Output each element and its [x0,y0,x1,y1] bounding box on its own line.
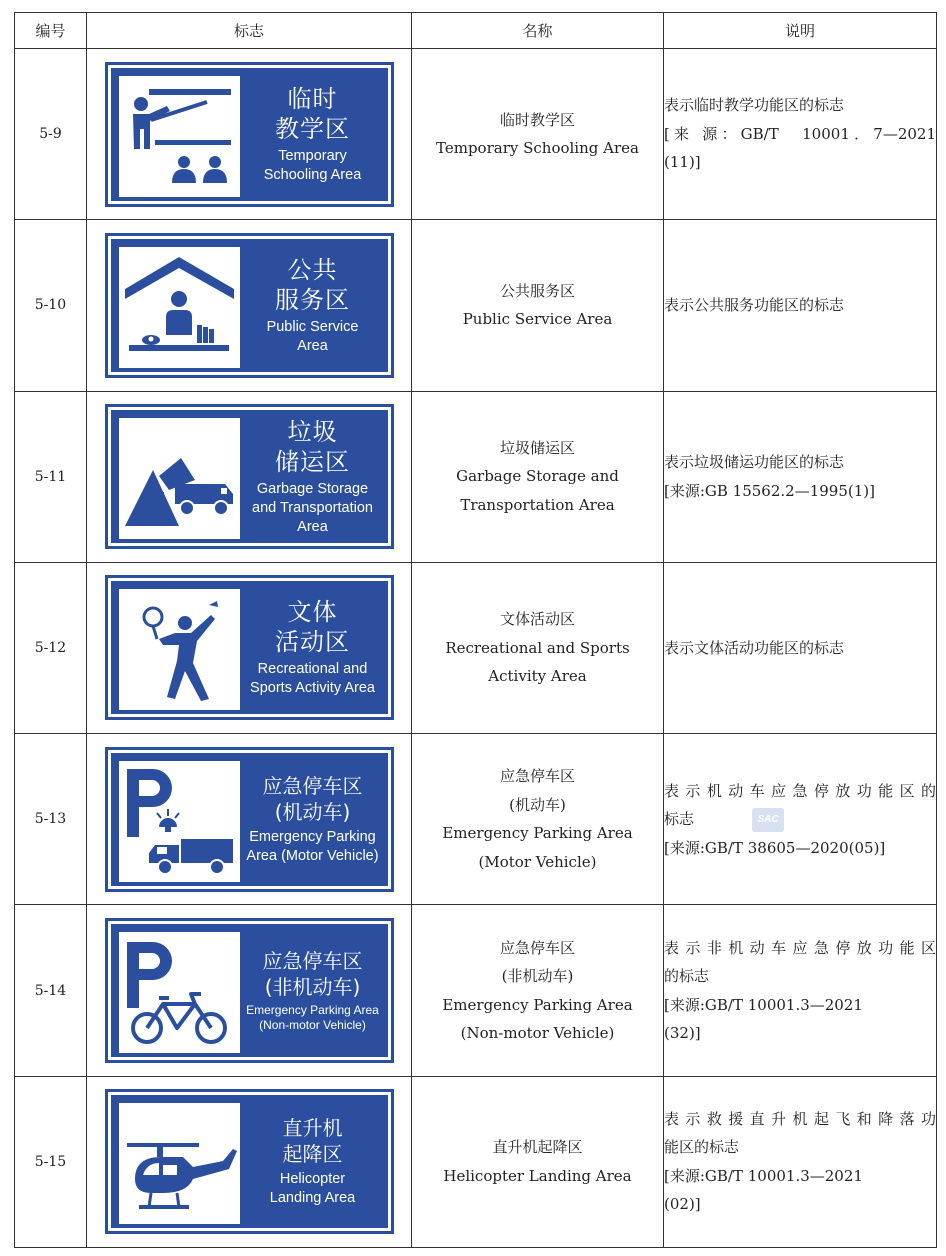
name-line: 直升机起降区 [492,1138,583,1157]
sign-english-line: and Transportation [252,499,373,516]
sign-cell [87,905,412,1076]
desc-line: [来源:GB 15562.2—1995(1)] [664,481,875,500]
table-row [15,49,937,220]
sign-title-line: 直升机 [282,1116,343,1141]
sign-english [270,1170,355,1208]
sign-cell [87,220,412,391]
desc-line: 表示救援直升机起飞和降落功 [664,1109,936,1128]
garbage-truck-icon [119,418,240,539]
badminton-player-icon [119,589,240,710]
table-row [15,562,937,733]
row-number: 5-12 [15,562,87,733]
row-number: 5-13 [15,734,87,905]
sign-title-line: 教学区 [275,114,350,143]
sign-english-line: Landing Area [269,1190,356,1207]
desc-line: 的标志 [664,967,710,986]
row-number: 5-9 [15,49,87,220]
desc-line: 表示非机动车应急停放功能区 [664,938,936,957]
name-cell [412,734,664,905]
sign-english-line: Area [297,518,328,535]
name-line: Activity Area [488,667,587,686]
name-cell [412,220,664,391]
header-desc: 说明 [664,13,937,49]
desc-line: 表示公共服务功能区的标志 [664,296,845,315]
name-line: (Motor Vehicle) [478,852,597,871]
sign-english-line: (Non-motor Vehicle) [259,1018,366,1033]
name-cell [412,1076,664,1247]
desc-line: 表示垃圾储运功能区的标志 [664,453,845,472]
row-number: 5-14 [15,905,87,1076]
name-line: Public Service Area [462,310,613,329]
desc-line: 标志 [664,810,695,829]
sign-plate [106,576,393,719]
desc-cell [664,734,937,905]
desc-cell [664,905,937,1076]
sign-title-line: 储运区 [275,447,350,476]
desc-cell [664,220,937,391]
desc-cell [664,1076,937,1247]
sign-english [252,480,373,537]
sign-title-line: 文体 [287,598,338,627]
desc-line: 能区的标志 [664,1138,740,1157]
name-line: Recreational and Sports [445,638,630,657]
sign-title-line: 起降区 [282,1142,343,1167]
sign-english [246,1003,379,1033]
sign-title-line: 公共 [287,255,338,284]
name-line: (机动车) [509,795,566,814]
sign-cell [87,1076,412,1247]
name-cell [412,562,664,733]
name-line: Emergency Parking Area [442,824,633,843]
table-row [15,1076,937,1247]
parking-bicycle-icon [119,932,240,1053]
sign-title-line: 临时 [287,84,338,113]
parking-truck-icon [119,761,240,882]
sign-english-line: Emergency Parking [249,828,376,845]
sign-title-line: (机动车) [274,799,351,824]
desc-cell [664,49,937,220]
desc-line: (32)] [664,1024,701,1043]
name-cell [412,49,664,220]
header-sign: 标志 [87,13,412,49]
sign-plate [106,234,393,377]
name-line: 应急停车区 [499,767,575,786]
sign-english-line: Helicopter [279,1171,346,1188]
row-number: 5-10 [15,220,87,391]
name-cell [412,391,664,562]
sign-text [241,931,385,1050]
sign-plate [106,405,393,548]
desc-line: 表示文体活动功能区的标志 [664,638,845,657]
desc-line: [来源:GB/T 38605—2020(05)] [664,838,886,857]
sign-title-line: 应急停车区 [262,949,363,974]
sign-plate [106,748,393,891]
sign-english [246,828,378,866]
name-cell [412,905,664,1076]
desc-line: [来源:GB/T 10001.3—2021 [664,995,863,1014]
row-number: 5-11 [15,391,87,562]
sign-table [14,12,937,1248]
sign-english-line: Public Service [266,318,359,335]
sign-title-line: 服务区 [275,285,350,314]
sign-english-line: Garbage Storage [256,480,369,497]
row-number: 5-15 [15,1076,87,1247]
desc-line: 表示临时教学功能区的标志 [664,96,845,115]
sign-cell [87,562,412,733]
classroom-icon [119,76,240,197]
sign-plate [106,1090,393,1233]
desc-line: (02)] [664,1195,701,1214]
helicopter-icon [119,1103,240,1224]
sign-title-line: 应急停车区 [262,773,363,798]
name-line: Temporary Schooling Area [436,139,639,158]
desc-line: (11)] [664,153,701,172]
header-name: 名称 [412,13,664,49]
sign-english-line: Area [297,337,328,354]
name-line: 公共服务区 [499,281,575,300]
name-line: (Non-motor Vehicle) [460,1024,615,1043]
desc-line: [来源:GB/T 10001.3—2021 [664,1166,863,1185]
desc-line: [来 源：GB/T 10001．7—2021 [664,124,936,143]
name-line: Helicopter Landing Area [443,1166,632,1185]
desc-line: 表示机动车应急停放功能区的 [664,781,936,800]
desc-cell [664,562,937,733]
header-row [15,13,937,49]
sign-plate [106,919,393,1062]
table-row [15,391,937,562]
sign-english-line: Area (Motor Vehicle) [246,847,379,864]
public-service-icon [119,247,240,368]
sign-english-line: Recreational and [257,661,368,678]
sign-text [241,417,385,536]
sign-text [241,760,385,879]
sign-english-line: Schooling Area [263,166,362,183]
table-row [15,734,937,905]
sign-title-line: 垃圾 [287,417,338,446]
name-line: 应急停车区 [499,938,575,957]
sign-english-line: Temporary [278,147,347,164]
header-num: 编号 [15,13,87,49]
desc-cell [664,391,937,562]
sign-plate [106,63,393,206]
name-line: Transportation Area [460,495,615,514]
sign-text [241,588,385,707]
table-row [15,220,937,391]
name-line: (非机动车) [501,967,574,986]
watermark-logo: SAC [752,808,784,832]
sign-text [241,1102,385,1221]
name-line: 临时教学区 [499,110,575,129]
sign-text [241,246,385,365]
name-line: 文体活动区 [499,610,575,629]
sign-cell [87,49,412,220]
sign-english [267,318,359,356]
table-row [15,905,937,1076]
sign-cell [87,734,412,905]
sign-text [241,75,385,194]
sign-english [250,660,375,698]
name-line: Emergency Parking Area [442,995,633,1014]
sign-english-line: Sports Activity Area [250,680,375,697]
sign-title-line: 活动区 [275,628,350,657]
sign-english-line: Emergency Parking Area [246,1003,379,1018]
name-line: 垃圾储运区 [499,438,575,457]
sign-english [264,147,362,185]
sign-cell [87,391,412,562]
sign-title-line: (非机动车) [264,975,361,1000]
name-line: Garbage Storage and [456,467,619,486]
